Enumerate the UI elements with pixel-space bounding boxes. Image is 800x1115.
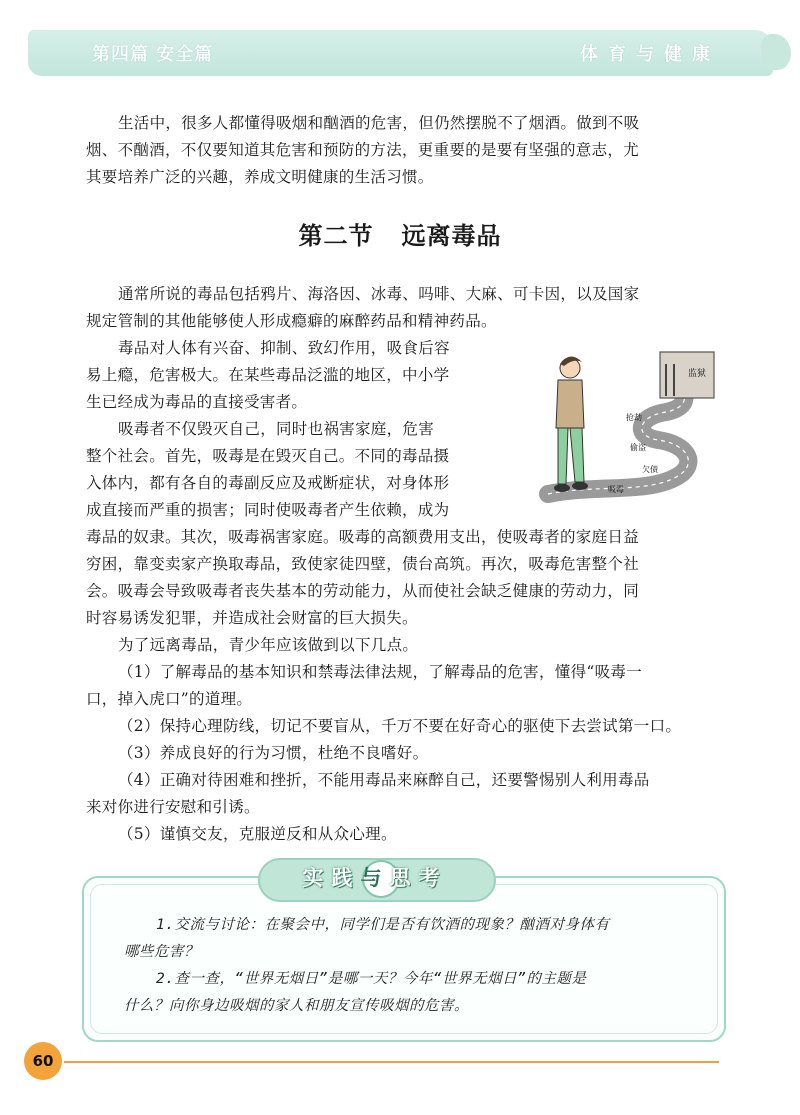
intro-line-3: 其要培养广泛的兴趣，养成文明健康的生活习惯。 bbox=[86, 168, 434, 186]
section-name: 远离毒品 bbox=[401, 222, 502, 250]
person-left-leg bbox=[558, 428, 568, 484]
label-prison: 监狱 bbox=[688, 369, 707, 379]
label-theft: 偷盗 bbox=[630, 443, 646, 452]
intro-line-2: 烟、不酗酒，不仅要知道其危害和预防的方法，更重要的是要有坚强的意志，尤 bbox=[86, 141, 640, 159]
body-line-15: （1）了解毒品的基本知识和禁毒法律法规，了解毒品的危害，懂得“吸毒一 bbox=[118, 663, 642, 681]
body-line-17: （2）保持心理防线，切记不要盲从，千万不要在好奇心的驱使下去尝试第一口。 bbox=[118, 717, 682, 735]
body-line-7: 整个社会。首先，吸毒是在毁灭自己。不同的毒品摄 bbox=[86, 447, 450, 465]
body-line-21: （5）谨慎交友，克服逆反和从众心理。 bbox=[118, 825, 397, 843]
body-line-10: 毒品的奴隶。其次，吸毒祸害家庭。吸毒的高额费用支出，使吸毒者的家庭日益 bbox=[86, 528, 640, 546]
body-line-19: （4）正确对待困难和挫折，不能用毒品来麻醉自己，还要警惕别人利用毒品 bbox=[118, 771, 650, 789]
person-right-shoe bbox=[572, 482, 588, 490]
drug-road-illustration bbox=[538, 344, 716, 514]
header-section-label: 第四篇 安全篇 bbox=[92, 44, 214, 65]
footer-rule bbox=[64, 1061, 719, 1063]
section-number: 第二节 bbox=[298, 222, 374, 250]
intro-line-1: 生活中，很多人都懂得吸烟和酗酒的危害，但仍然摆脱不了烟酒。做到不吸 bbox=[118, 114, 640, 132]
body-line-14: 为了远离毒品，青少年应该做到以下几点。 bbox=[118, 636, 419, 654]
page-number: 60 bbox=[24, 1042, 62, 1080]
body-line-11: 穷困，靠变卖家产换取毒品，致使家徒四壁，债台高筑。再次，吸毒危害整个社 bbox=[86, 555, 640, 573]
label-robbery: 抢劫 bbox=[626, 413, 642, 422]
body-line-16: 口，掉入虎口”的道理。 bbox=[86, 690, 253, 708]
body-line-6: 吸毒者不仅毁灭自己，同时也祸害家庭，危害 bbox=[118, 420, 435, 438]
label-drug-use: 吸毒 bbox=[608, 485, 624, 494]
body-line-2: 规定管制的其他能够使人形成瘾癖的麻醉药品和精神药品。 bbox=[86, 312, 497, 330]
body-line-3: 毒品对人体有兴奋、抑制、致幻作用，吸食后容 bbox=[118, 339, 450, 357]
person-left-shoe bbox=[554, 484, 570, 492]
body-line-5: 生已经成为毒品的直接受害者。 bbox=[86, 393, 308, 411]
section-title bbox=[0, 216, 800, 251]
person-jacket bbox=[556, 380, 584, 428]
body-line-4: 易上瘾，危害极大。在某些毒品泛滥的地区，中小学 bbox=[86, 366, 450, 384]
practice-line-2: 哪些危害？ bbox=[124, 944, 199, 960]
practice-title-mid: 与 bbox=[360, 866, 390, 890]
practice-line-3: 2.查一查，“世界无烟日”是哪一天？今年“世界无烟日”的主题是 bbox=[156, 971, 587, 987]
body-line-20: 来对你进行安慰和引诱。 bbox=[86, 798, 260, 816]
practice-title bbox=[258, 862, 492, 892]
practice-line-4: 什么？向你身边吸烟的家人和朋友宣传吸烟的危害。 bbox=[124, 998, 469, 1014]
person-right-leg bbox=[570, 428, 584, 482]
body-line-12: 会。吸毒会导致吸毒者丧失基本的劳动能力，从而使社会缺乏健康的劳动力，同 bbox=[86, 582, 640, 600]
body-line-1: 通常所说的毒品包括鸦片、海洛因、冰毒、吗啡、大麻、可卡因，以及国家 bbox=[118, 285, 640, 303]
practice-line-1: 1.交流与讨论：在聚会中，同学们是否有饮酒的现象？酗酒对身体有 bbox=[156, 917, 610, 933]
body-line-18: （3）养成良好的行为习惯，杜绝不良嗜好。 bbox=[118, 744, 429, 762]
header-book-title: 体育与健康 bbox=[580, 44, 720, 65]
practice-title-left: 实践 bbox=[302, 866, 361, 890]
body-line-9: 成直接而严重的损害；同时使吸毒者产生依赖，成为 bbox=[86, 501, 450, 519]
body-line-13: 时容易诱发犯罪，并造成社会财富的巨大损失。 bbox=[86, 609, 418, 627]
body-line-8: 入体内，都有各自的毒副反应及戒断症状，对身体形 bbox=[86, 474, 450, 492]
label-debt: 欠债 bbox=[642, 465, 658, 474]
practice-title-right: 思考 bbox=[389, 866, 448, 890]
